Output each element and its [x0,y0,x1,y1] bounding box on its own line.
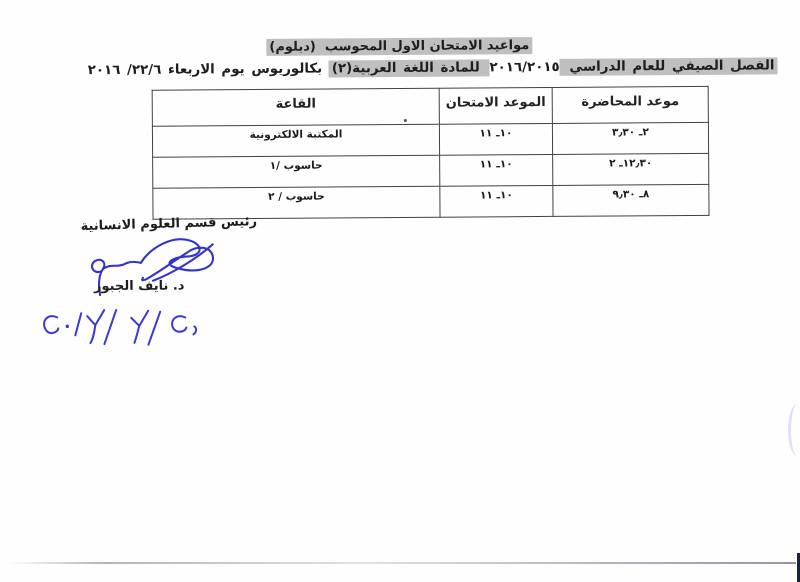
table-header-row [152,86,708,126]
signature-name-text: د. نايف الجبور [93,278,185,295]
handwritten-date-ink [35,302,225,347]
academic-year-text: ٢٠١٦/٢٠١٥ [489,59,560,76]
col-header-lecture-time: موعد المحاضرة [552,86,708,123]
highlight-segment: الفصل الصيفي للعام الدراسي [560,57,778,76]
exam-date-text: بكالوريوس يوم الاربعاء ٢٢/٦/ ٢٠١٦ [87,61,329,79]
col-header-room: القاعة [152,88,439,126]
cell-exam-time: ١٠ـ ١١ [440,154,553,186]
cell-exam-time: ١٠ـ ١١ [440,185,553,217]
col-header-exam-time: الموعد الامتحان [439,87,552,124]
highlight-segment: مواعيد الامتحان الاول المحوسب (دبلوم) [266,37,532,56]
exam-schedule-table [152,86,710,220]
cell-lecture-time: ١٢٫٣٠ـ ٢ [553,153,709,185]
cell-room: حاسوب /١ [153,155,440,188]
scanner-edge-line [8,562,796,564]
cell-lecture-time: ٨ـ ٩٫٣٠ [553,184,709,216]
cell-room: حاسوب / ٢ [153,186,440,219]
highlight-segment: للمادة اللغة العربية(٢) [329,59,490,77]
cell-exam-time: ١٠ـ ١١ [439,123,552,155]
table-row [153,153,709,188]
title-line-2 [88,58,778,78]
signature-role-text: رئيس قسم العلوم الانسانية [80,214,258,235]
scanner-edge-arc [788,404,800,456]
cell-room: المكتبة الالكترونية [152,124,439,157]
stray-ink-dot [404,119,407,122]
cell-lecture-time: ٢ـ ٣٫٣٠ [552,122,708,154]
table-row [152,122,708,157]
title-line-1 [0,36,799,57]
